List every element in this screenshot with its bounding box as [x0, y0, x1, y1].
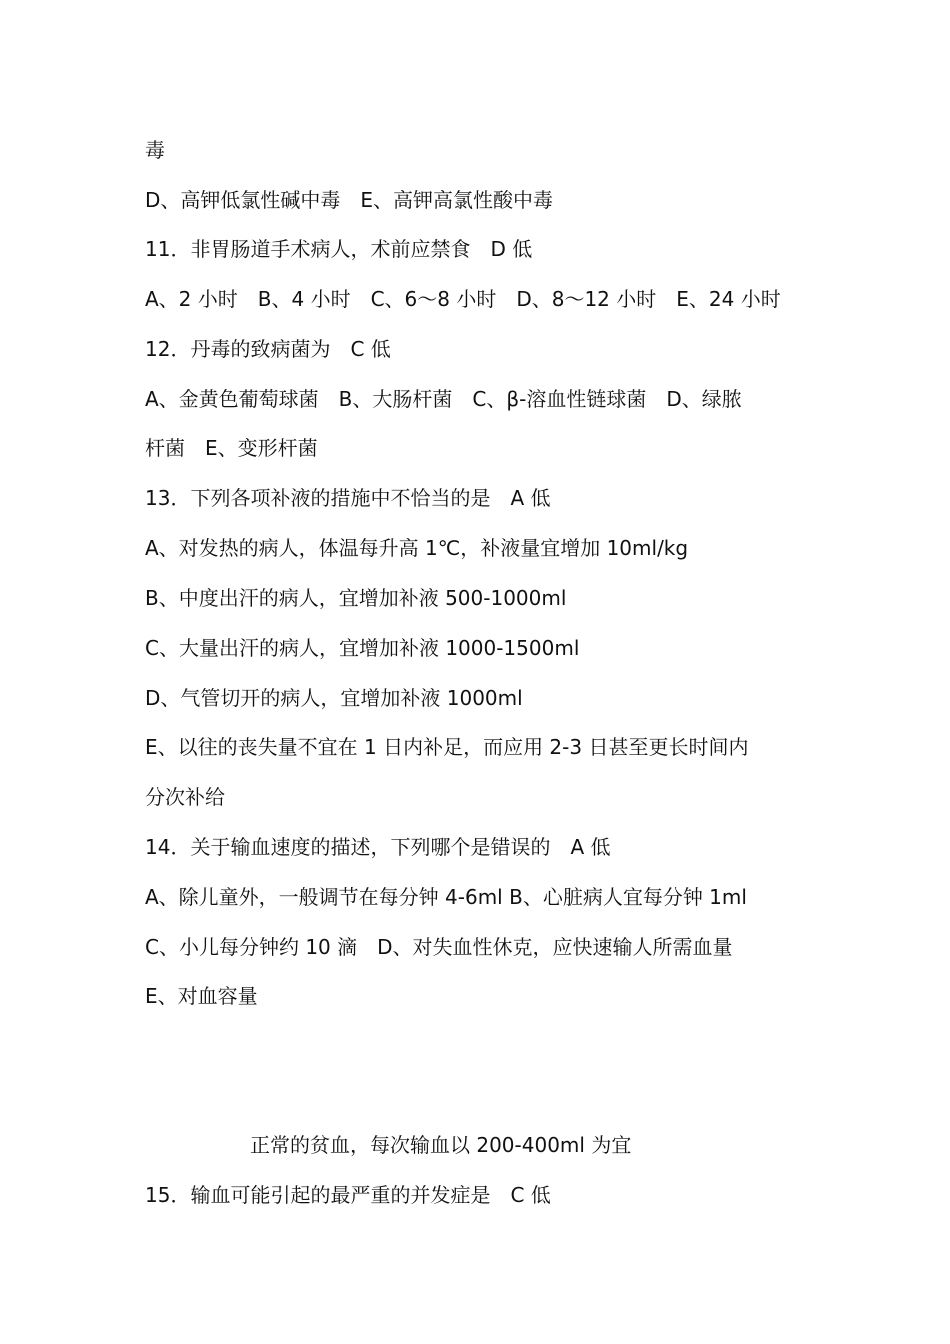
text-line: 正常的贫血，每次输血以 200-400ml 为宜	[250, 1133, 632, 1157]
text-line: 杆菌 E、变形杆菌	[145, 436, 318, 460]
text-line: B、中度出汗的病人，宜增加补液 500-1000ml	[145, 586, 567, 610]
question-11: 11．非胃肠道手术病人，术前应禁食 D 低	[145, 237, 533, 261]
question-12: 12．丹毒的致病菌为 C 低	[145, 337, 391, 361]
question-14: 14．关于输血速度的描述，下列哪个是错误的 A 低	[145, 835, 611, 859]
text-line: E、对血容量	[145, 984, 258, 1008]
text-line: C、大量出汗的病人，宜增加补液 1000-1500ml	[145, 636, 580, 660]
text-line: E、以往的丧失量不宜在 1 日内补足，而应用 2-3 日甚至更长时间内	[145, 735, 749, 759]
text-line: D、气管切开的病人，宜增加补液 1000ml	[145, 686, 523, 710]
question-13: 13．下列各项补液的措施中不恰当的是 A 低	[145, 486, 551, 510]
text-line: A、2 小时 B、4 小时 C、6～8 小时 D、8～12 小时 E、24 小时	[145, 287, 781, 311]
question-15: 15．输血可能引起的最严重的并发症是 C 低	[145, 1183, 551, 1207]
text-line: D、高钾低氯性碱中毒 E、高钾高氯性酸中毒	[145, 188, 554, 212]
text-line: A、除儿童外，一般调节在每分钟 4-6ml B、心脏病人宜每分钟 1ml	[145, 885, 747, 909]
text-line: A、金黄色葡萄球菌 B、大肠杆菌 C、β-溶血性链球菌 D、绿脓	[145, 387, 742, 411]
text-line: 毒	[145, 138, 165, 162]
text-line: 分次补给	[145, 785, 225, 809]
text-line: C、小儿每分钟约 10 滴 D、对失血性休克，应快速输人所需血量	[145, 935, 733, 959]
text-line: A、对发热的病人，体温每升高 1℃，补液量宜增加 10ml/kg	[145, 536, 689, 560]
